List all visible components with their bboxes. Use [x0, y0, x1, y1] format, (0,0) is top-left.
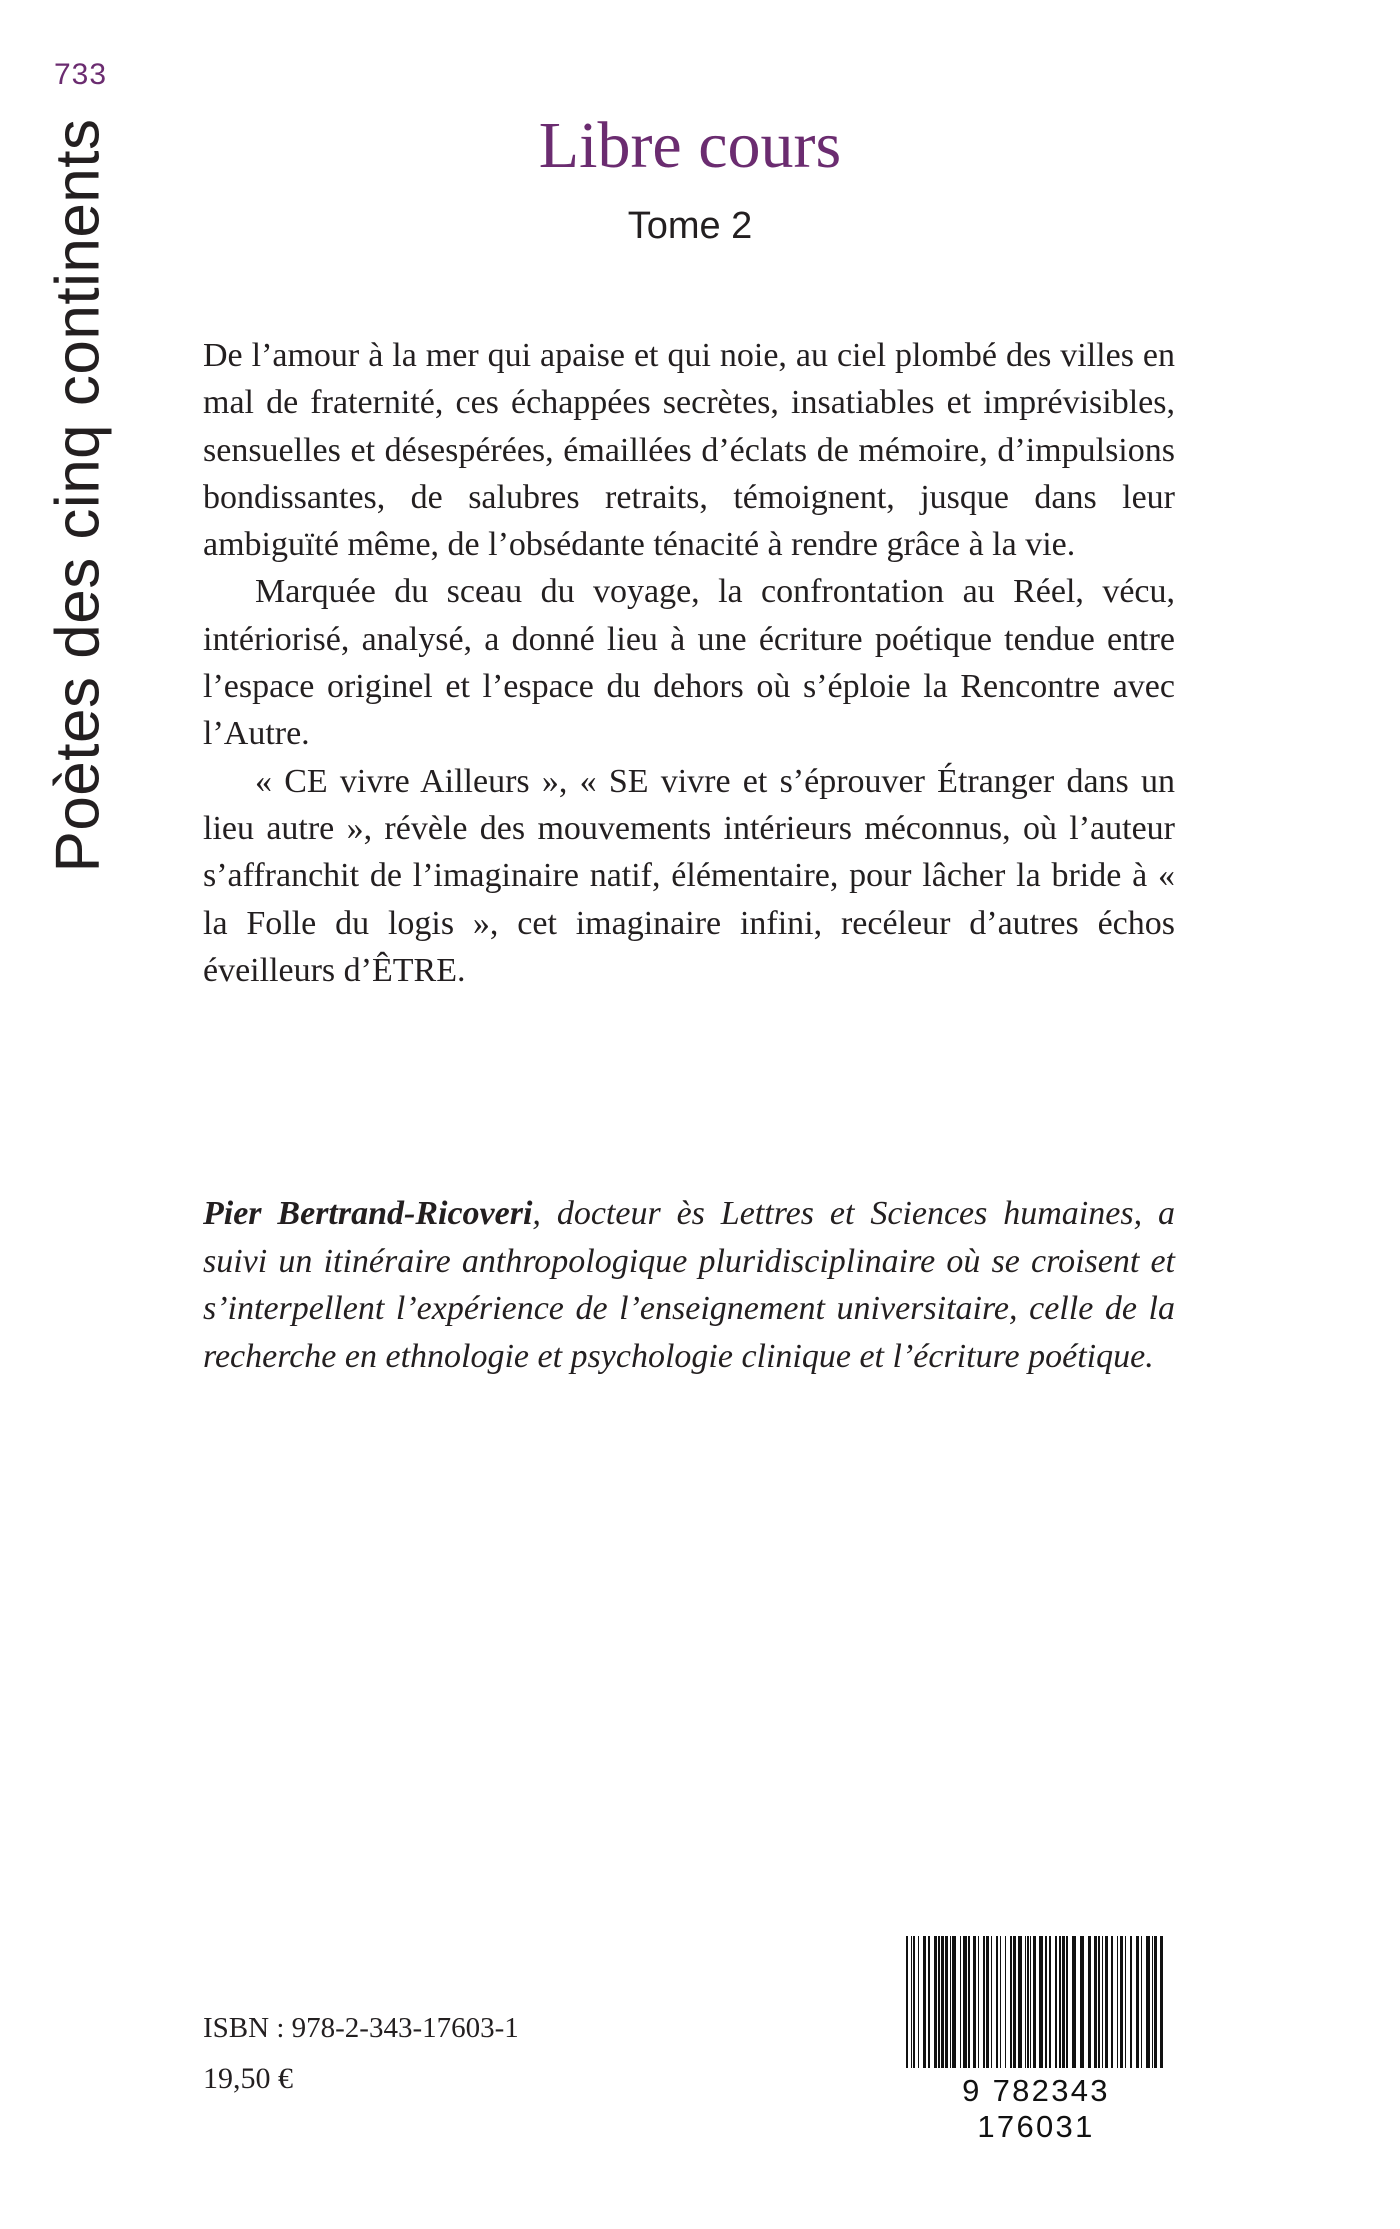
barcode-bar [960, 1936, 961, 2068]
barcode-bar [1010, 1936, 1012, 2068]
barcode-bar [1072, 1936, 1076, 2068]
barcode-bar [1102, 1936, 1103, 2068]
author-name: Pier Bertrand-Ricoveri [203, 1195, 533, 1232]
barcode-bar [1027, 1936, 1029, 2068]
barcode-bar [941, 1936, 944, 2068]
blurb-paragraph: Marquée du sceau du voyage, la confrontation au Réel, vécu, intériorisé, analysé, a donné lieu à une écriture poétique tendue entre l’espace originel et l’espace du dehors où s’éploie la Rencontre avec l’Autre. [203, 573, 1175, 753]
barcode-bar [1033, 1936, 1036, 2068]
barcode-bar [1154, 1936, 1157, 2068]
barcode-bar [906, 1936, 908, 2068]
collection-name: Poètes des cinq continents [43, 117, 113, 873]
barcode-bar [1049, 1936, 1051, 2068]
author-bio [203, 1190, 1175, 1380]
barcode-bar [1025, 1936, 1026, 2068]
barcode-number: 9 782343 176031 [962, 2073, 1110, 2144]
barcode-bar [1030, 1936, 1031, 2068]
barcode-bar [1039, 1936, 1043, 2068]
barcode-bar [1094, 1936, 1097, 2068]
collection-name-spine [42, 117, 114, 873]
barcode-bar [973, 1936, 976, 2068]
barcode-bar [1066, 1936, 1068, 2068]
barcode-bar [911, 1936, 912, 2068]
barcode-bar [983, 1936, 985, 2068]
barcode-bar [1160, 1936, 1163, 2068]
barcode-bar [1120, 1936, 1123, 2068]
isbn: ISBN : 978-2-343-17603-1 [203, 2012, 519, 2044]
barcode [900, 1936, 1172, 2144]
author-bio-text: , docteur ès Lettres et Sciences humaines, a suivi un itinéraire anthropologique pluridisciplinaire où se croisent et s’interpellent l’expérience de l’enseignement universitaire, celle de la recherche en ethnologie et psychologie clinique et l’écriture poétique. [203, 1195, 1175, 1375]
barcode-bars [900, 1936, 1172, 2072]
barcode-bar [1098, 1936, 1100, 2068]
blurb-paragraph: De l’amour à la mer qui apaise et qui noie, au ciel plombé des villes en mal de fraternité, ces échappées secrètes, insatiables et imprévisibles, sensuelles et désespérées, émaillées d’éclats de mémoire, d’impulsions bondissantes, de salubres retraits, témoignent, jusque dans leur ambiguïté même, de l’obsédante ténacité à rendre grâce à la vie. [203, 337, 1175, 564]
barcode-bar [978, 1936, 979, 2068]
barcode-bar [1062, 1936, 1065, 2068]
barcode-bar [918, 1936, 919, 2068]
price: 19,50 € [203, 2062, 293, 2095]
barcode-bar [991, 1936, 992, 2068]
barcode-bar [968, 1936, 970, 2068]
barcode-bar [963, 1936, 967, 2068]
barcode-bar [950, 1936, 951, 2068]
barcode-bar [1141, 1936, 1142, 2068]
barcode-bar [1117, 1936, 1118, 2068]
barcode-bar [913, 1936, 915, 2068]
barcode-bar [923, 1936, 926, 2068]
barcode-bar [938, 1936, 940, 2068]
barcode-bar [1013, 1936, 1016, 2068]
barcode-bar [1018, 1936, 1022, 2068]
barcode-bar [1045, 1936, 1047, 2068]
barcode-bar [996, 1936, 998, 2068]
barcode-bar [1146, 1936, 1150, 2068]
barcode-bar [1152, 1936, 1153, 2068]
barcode-bar [1136, 1936, 1139, 2068]
barcode-bar [1130, 1936, 1132, 2068]
barcode-bar [1059, 1936, 1061, 2068]
barcode-bar [1005, 1936, 1006, 2068]
barcode-bar [1125, 1936, 1126, 2068]
barcode-bar [1080, 1936, 1084, 2068]
book-volume: Tome 2 [627, 205, 753, 247]
barcode-bar [934, 1936, 937, 2068]
barcode-bar [928, 1936, 930, 2068]
barcode-bar [945, 1936, 948, 2068]
barcode-bar [1088, 1936, 1091, 2068]
blurb-paragraph: « CE vivre Ailleurs », « SE vivre et s’éprouver Étranger dans un lieu autre », révèle des mouvements intérieurs méconnus, où l’auteur s’affranchit de l’imaginaire natif, élémentaire, pour lâcher la bride à « la Folle du logis », cet imaginaire infini, recéleur d’autres échos éveilleurs d’ÊTRE. [203, 762, 1175, 989]
collection-number: 733 [54, 58, 108, 91]
barcode-bar [1105, 1936, 1108, 2068]
barcode-bar [952, 1936, 956, 2068]
barcode-bar [1111, 1936, 1113, 2068]
barcode-bar [1000, 1936, 1001, 2068]
blurb [203, 332, 1175, 994]
barcode-bar [986, 1936, 989, 2068]
barcode-bar [1055, 1936, 1057, 2068]
book-title: Libre cours [538, 109, 842, 182]
